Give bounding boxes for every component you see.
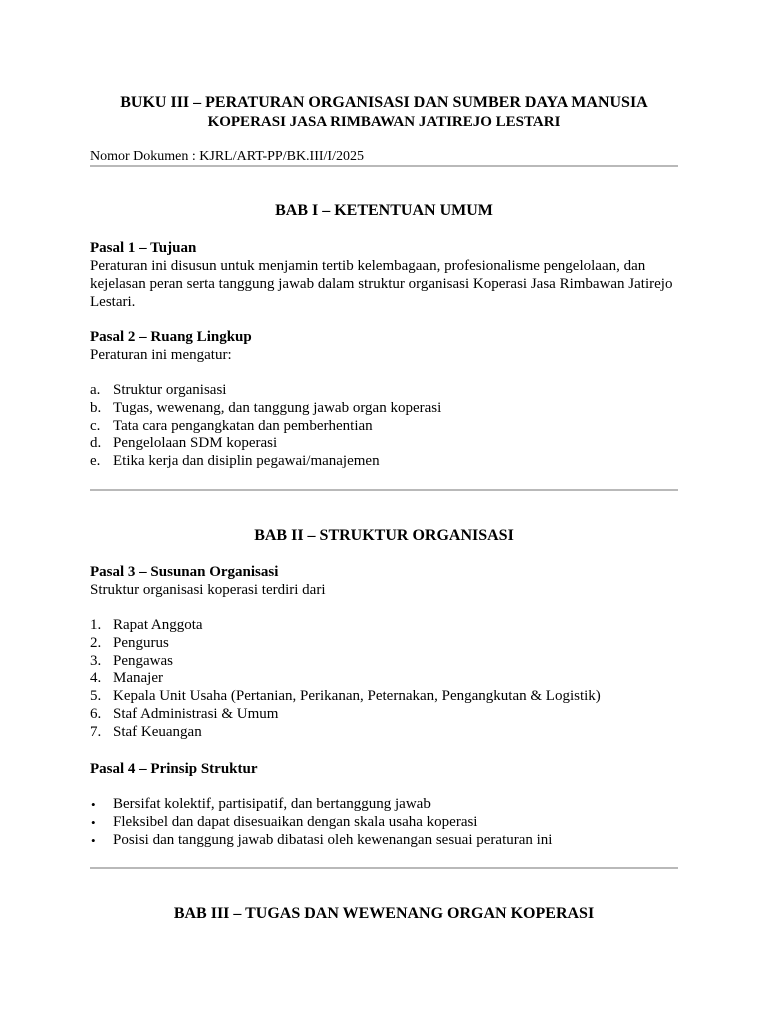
- pasal4-list: [90, 796, 552, 849]
- list-item: [90, 653, 601, 671]
- bab1-divider: [90, 489, 678, 491]
- header-divider: [90, 165, 678, 167]
- list-item: [90, 382, 441, 400]
- pasal1-heading: Pasal 1 – Tujuan: [90, 240, 197, 256]
- list-marker: e.: [90, 453, 101, 470]
- list-marker: a.: [90, 382, 101, 398]
- bab2-heading: BAB II – STRUKTUR ORGANISASI: [254, 527, 514, 544]
- pasal1-text: Peraturan ini disusun untuk menjamin tertib kelembagaan, profesionalisme pengelolaan, dan kejelasan peran serta tanggung jawab dalam struktur organisasi Koperasi Jasa Rimbawan Jatirejo Lestari.: [90, 258, 673, 310]
- list-item-text: Pengurus: [113, 634, 169, 651]
- list-marker: b.: [90, 399, 102, 416]
- list-item: [90, 724, 601, 742]
- pasal3-list: [90, 617, 601, 742]
- list-item-text: Fleksibel dan dapat disesuaikan dengan skala usaha koperasi: [113, 813, 478, 830]
- list-item: [90, 706, 601, 724]
- list-item-text: Rapat Anggota: [113, 617, 203, 633]
- bullet-icon: •: [91, 797, 96, 812]
- list-marker: d.: [90, 435, 102, 452]
- bab1-heading: BAB I – KETENTUAN UMUM: [275, 202, 493, 219]
- document-number: Nomor Dokumen : KJRL/ART-PP/BK.III/I/2025: [90, 149, 364, 164]
- list-item: [90, 453, 441, 471]
- list-marker: 2.: [90, 634, 102, 651]
- list-item-text: Etika kerja dan disiplin pegawai/manajemen: [113, 453, 380, 470]
- bullet-icon: •: [91, 814, 96, 830]
- list-item-text: Tugas, wewenang, dan tanggung jawab organ koperasi: [113, 399, 442, 416]
- list-marker: 7.: [90, 723, 102, 740]
- list-marker: 5.: [90, 688, 102, 705]
- list-item: [90, 670, 601, 688]
- document-title: BUKU III – PERATURAN ORGANISASI DAN SUMBER DAYA MANUSIA: [120, 94, 648, 111]
- list-item: [90, 400, 441, 418]
- list-item-text: Posisi dan tanggung jawab dibatasi oleh kewenangan sesuai peraturan ini: [113, 831, 553, 848]
- bullet-icon: •: [91, 832, 96, 848]
- list-marker: 4.: [90, 670, 102, 687]
- list-item-text: Struktur organisasi: [113, 382, 227, 398]
- list-item-text: Staf Keuangan: [113, 723, 202, 740]
- list-marker: 3.: [90, 652, 102, 669]
- list-marker: 6.: [90, 705, 102, 722]
- bab3-heading: BAB III – TUGAS DAN WEWENANG ORGAN KOPERASI: [173, 905, 595, 922]
- list-item: [90, 435, 441, 453]
- list-item-text: Tata cara pengangkatan dan pemberhentian: [113, 417, 373, 434]
- list-item-text: Manajer: [113, 670, 163, 687]
- list-item: [90, 796, 552, 814]
- pasal3-intro: Struktur organisasi koperasi terdiri dari: [90, 582, 326, 598]
- document-subtitle: KOPERASI JASA RIMBAWAN JATIREJO LESTARI: [207, 114, 561, 130]
- pasal2-list: [90, 382, 441, 471]
- list-item: [90, 814, 552, 832]
- list-item-text: Pengelolaan SDM koperasi: [113, 435, 278, 452]
- list-item-text: Bersifat kolektif, partisipatif, dan bertanggung jawab: [113, 796, 431, 812]
- list-item: [90, 688, 601, 706]
- pasal2-intro: Peraturan ini mengatur:: [90, 347, 232, 363]
- pasal4-heading: Pasal 4 – Prinsip Struktur: [90, 761, 258, 777]
- bab2-divider: [90, 867, 678, 869]
- list-item-text: Kepala Unit Usaha (Pertanian, Perikanan, Peternakan, Pengangkutan & Logistik): [113, 688, 601, 705]
- list-marker: 1.: [90, 617, 102, 633]
- pasal2-heading: Pasal 2 – Ruang Lingkup: [90, 329, 252, 345]
- list-item-text: Staf Administrasi & Umum: [113, 705, 279, 722]
- list-item-text: Pengawas: [113, 652, 173, 669]
- list-item: [90, 418, 441, 436]
- list-item: [90, 832, 552, 850]
- list-item: [90, 617, 601, 635]
- pasal3-heading: Pasal 3 – Susunan Organisasi: [90, 564, 279, 580]
- list-item: [90, 635, 601, 653]
- list-marker: c.: [90, 417, 101, 434]
